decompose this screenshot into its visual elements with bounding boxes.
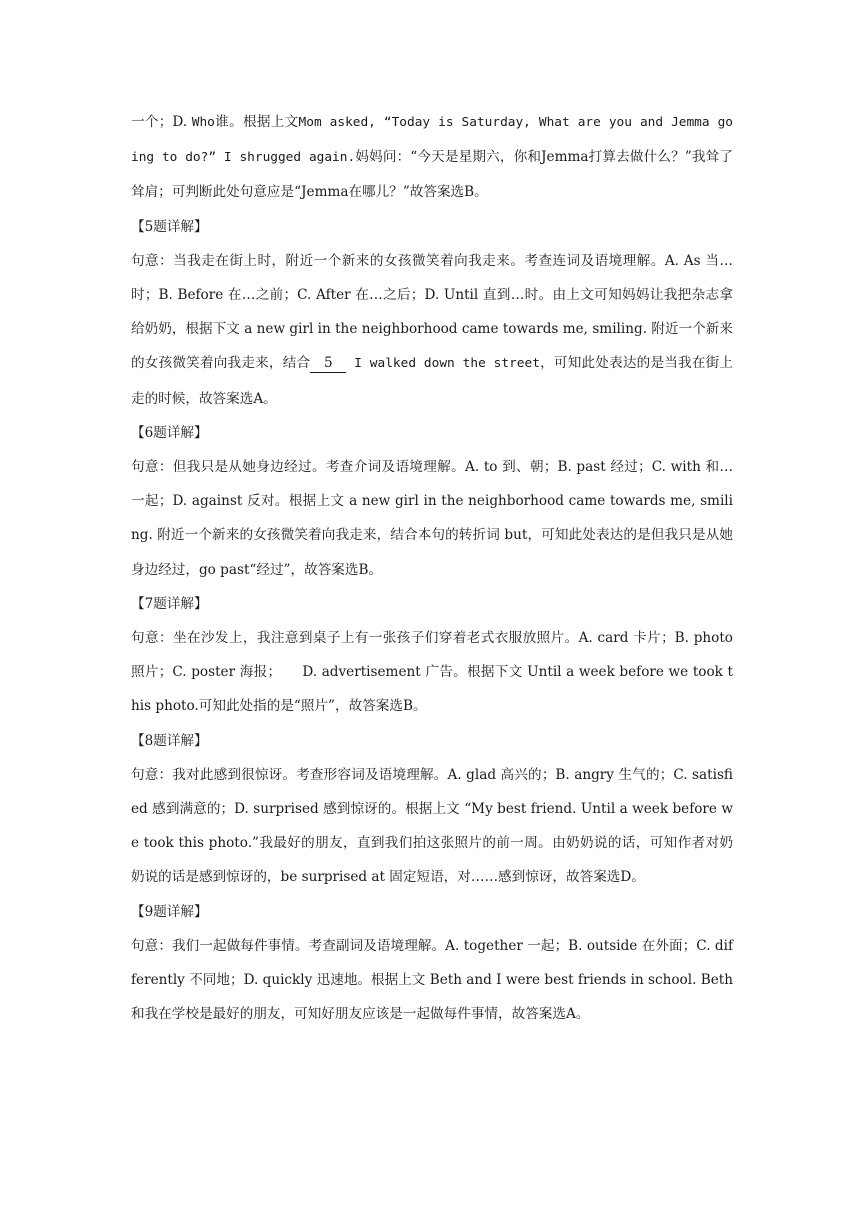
document-page: [131, 105, 733, 1031]
intro-text-c: 谁。根据上文: [214, 114, 299, 130]
intro-text-e: 妈妈问：“今天是星期六，你和Jemma打算去做什么？”我耸了耸肩；可判断此处句意应是“Jemma在哪儿？”故答案选B。: [131, 149, 733, 201]
q7-heading: 【7题详解】: [131, 595, 208, 612]
q8-paragraph: 句意：我对此感到很惊讶。考查形容词及语境理解。A. glad 高兴的；B. angry 生气的；C. satisfied 感到满意的；D. surprised 感到惊讶的。根据上文 “My best friend. Until a week before we took this photo.”我最好的朋友，直到我们拍这张照片的前一周。由奶奶说的话，可知作者对奶奶说的话是感到惊讶的，be surprised at 固定短语，对……感到惊讶，故答案选D。: [131, 766, 733, 886]
q8-heading: 【8题详解】: [131, 732, 208, 749]
q5-heading: 【5题详解】: [131, 218, 208, 235]
q6-paragraph: 句意：但我只是从她身边经过。考查介词及语境理解。A. to 到、朝；B. past 经过；C. with 和…一起；D. against 反对。根据上文 a new girl in the neighborhood came towards me, smiling. 附近一个新来的女孩微笑着向我走来，结合本句的转折词 but，可知此处表达的是但我只是从她身边经过，go past“经过”，故答案选B。: [131, 459, 733, 578]
q5-paragraph: [131, 244, 733, 416]
q5-text-c: ，可知此处表达的是当我在街上走的时候，故答案选A。: [131, 355, 733, 407]
q5-blank: 5: [310, 354, 346, 373]
q6-heading: 【6题详解】: [131, 424, 208, 441]
q9-paragraph: 句意：我们一起做每件事情。考查副词及语境理解。A. together 一起；B. outside 在外面；C. differently 不同地；D. quickly 迅速地。根据上文 Beth and I were best friends in school. Beth 和我在学校是最好的朋友，可知好朋友应该是一起做每件事情，故答案选A。: [131, 937, 733, 1023]
intro-paragraph: [131, 105, 733, 210]
intro-text-a: 一个；D.: [131, 114, 192, 130]
q5-text-a: 句意：当我走在街上时，附近一个新来的女孩微笑着向我走来。考查连词及语境理解。A. As 当…时；B. Before 在…之前；C. After 在…之后；D. Until 直到…时。由上文可知妈妈让我把杂志拿给奶奶，根据下文 a new girl in the neighborhood came towards me, smiling. 附近一个新来的女孩微笑着向我走来，结合: [131, 252, 733, 372]
q9-heading: 【9题详解】: [131, 903, 208, 920]
q5-text-b: I walked down the street: [346, 356, 540, 372]
intro-text-b: Who: [191, 115, 215, 130]
q7-paragraph: 句意：坐在沙发上，我注意到桌子上有一张孩子们穿着老式衣服放照片。A. card 卡片；B. photo 照片；C. poster 海报； D. advertisement 广告。根据下文 Until a week before we took this photo.可知此处指的是“照片”，故答案选B。: [131, 630, 733, 715]
intro-quote: Mom asked, “Today is Saturday, What are you and Jemma going to do?” I shrugged again.: [131, 115, 733, 166]
